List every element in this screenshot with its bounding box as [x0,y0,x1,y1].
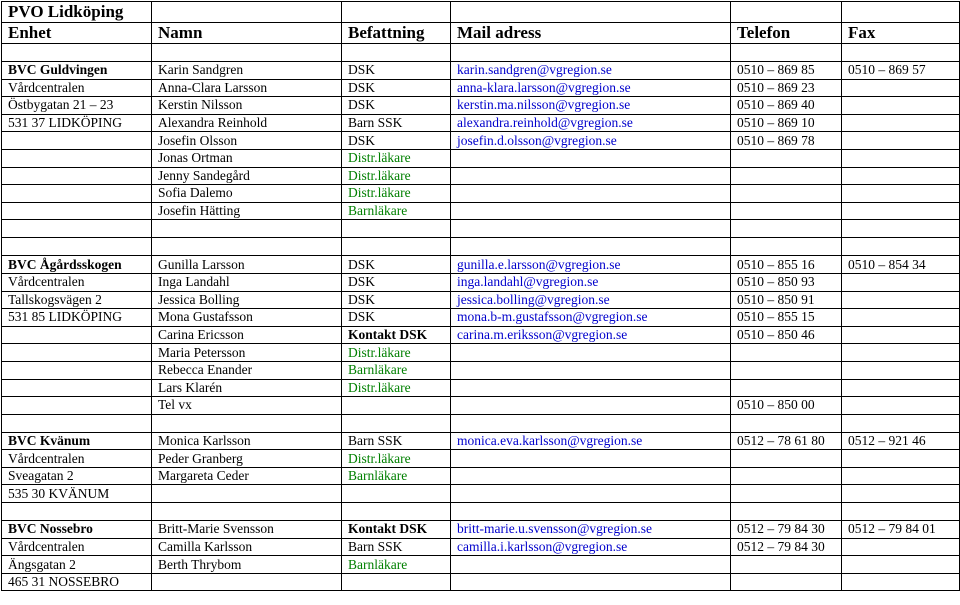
table-row [2,202,960,220]
empty-cell [842,414,960,432]
empty-cell [842,97,960,115]
email-cell: anna-klara.larsson@vgregion.se [451,79,731,97]
empty-cell [842,44,960,62]
fax-cell: 0512 – 921 46 [842,432,960,450]
fax-cell: 0510 – 854 34 [842,256,960,274]
blank-row [2,238,960,256]
table-row [2,291,960,309]
empty-cell [451,556,731,574]
email-cell: carina.m.eriksson@vgregion.se [451,326,731,344]
table-row [2,379,960,397]
name-cell: Josefin Hätting [152,202,342,220]
email-cell: jessica.bolling@vgregion.se [451,291,731,309]
header-row [2,23,960,44]
title-cell: Barn SSK [342,114,451,132]
empty-cell [342,573,451,591]
name-cell: Jessica Bolling [152,291,342,309]
empty-cell [152,238,342,256]
phone-cell: 0510 – 869 78 [731,132,842,150]
email-cell: monica.eva.karlsson@vgregion.se [451,432,731,450]
phone-cell: 0510 – 850 91 [731,291,842,309]
empty-cell [731,149,842,167]
email-cell: karin.sandgren@vgregion.se [451,62,731,80]
name-cell: Rebecca Enander [152,361,342,379]
empty-cell [731,573,842,591]
empty-cell [842,309,960,327]
title-cell: DSK [342,256,451,274]
title-cell: DSK [342,291,451,309]
blank-row [2,220,960,238]
email-cell: gunilla.e.larsson@vgregion.se [451,256,731,274]
empty-cell [152,44,342,62]
title-cell: Kontakt DSK [342,521,451,539]
empty-cell [2,397,152,415]
title-cell: Distr.läkare [342,379,451,397]
name-cell: Alexandra Reinhold [152,114,342,132]
title-cell: Distr.läkare [342,450,451,468]
table-row [2,538,960,556]
empty-cell [152,220,342,238]
column-header-namn: Namn [152,23,342,44]
table-row [2,132,960,150]
empty-cell [842,238,960,256]
empty-cell [152,503,342,521]
title-cell: DSK [342,62,451,80]
empty-cell [451,44,731,62]
title-row [2,2,960,23]
empty-cell [731,344,842,362]
empty-cell [2,185,152,203]
empty-cell [2,361,152,379]
unit-cell: Vårdcentralen [2,273,152,291]
name-cell: Berth Thrybom [152,556,342,574]
email-cell: britt-marie.u.svensson@vgregion.se [451,521,731,539]
title-cell: Barnläkare [342,556,451,574]
contact-table-body [2,2,960,591]
table-row [2,573,960,591]
empty-cell [152,485,342,503]
title-cell: DSK [342,97,451,115]
title-cell: Barn SSK [342,538,451,556]
empty-cell [842,485,960,503]
empty-cell [842,291,960,309]
blank-row [2,44,960,62]
empty-cell [342,485,451,503]
empty-cell [2,326,152,344]
unit-cell: 531 85 LIDKÖPING [2,309,152,327]
empty-cell [152,573,342,591]
empty-cell [842,114,960,132]
column-header-fax: Fax [842,23,960,44]
empty-cell [731,556,842,574]
unit-cell: Tallskogsvägen 2 [2,291,152,309]
empty-cell [451,344,731,362]
name-cell: Carina Ericsson [152,326,342,344]
unit-cell: Vårdcentralen [2,79,152,97]
phone-cell: 0510 – 855 15 [731,309,842,327]
empty-cell [842,503,960,521]
empty-cell [731,185,842,203]
title-cell: DSK [342,273,451,291]
empty-cell [842,538,960,556]
table-row [2,556,960,574]
empty-cell [842,273,960,291]
empty-cell [842,220,960,238]
table-row [2,167,960,185]
empty-cell [451,361,731,379]
unit-cell: Vårdcentralen [2,450,152,468]
phone-cell: 0510 – 869 40 [731,97,842,115]
email-cell: josefin.d.olsson@vgregion.se [451,132,731,150]
phone-cell: 0512 – 79 84 30 [731,521,842,539]
document-title: PVO Lidköping [2,2,152,23]
empty-cell [842,450,960,468]
table-row [2,149,960,167]
name-cell: Sofia Dalemo [152,185,342,203]
unit-cell: Vårdcentralen [2,538,152,556]
phone-cell: 0512 – 78 61 80 [731,432,842,450]
title-cell: Barnläkare [342,467,451,485]
empty-cell [842,556,960,574]
empty-cell [451,2,731,23]
empty-cell [731,220,842,238]
name-cell: Jenny Sandegård [152,167,342,185]
empty-cell [451,573,731,591]
title-cell: DSK [342,79,451,97]
empty-cell [731,450,842,468]
unit-cell: BVC Ågårdsskogen [2,256,152,274]
empty-cell [2,503,152,521]
table-row [2,185,960,203]
column-header-telefon: Telefon [731,23,842,44]
empty-cell [842,132,960,150]
empty-cell [2,167,152,185]
table-row [2,467,960,485]
name-cell: Peder Granberg [152,450,342,468]
phone-cell: 0510 – 855 16 [731,256,842,274]
empty-cell [842,79,960,97]
title-cell: Barnläkare [342,202,451,220]
name-cell: Mona Gustafsson [152,309,342,327]
empty-cell [451,379,731,397]
table-row [2,432,960,450]
empty-cell [342,414,451,432]
empty-cell [451,238,731,256]
title-cell: Distr.läkare [342,167,451,185]
empty-cell [451,149,731,167]
empty-cell [152,2,342,23]
unit-cell: Sveagatan 2 [2,467,152,485]
empty-cell [842,379,960,397]
unit-cell: BVC Nossebro [2,521,152,539]
empty-cell [2,379,152,397]
table-row [2,79,960,97]
column-header-befattning: Befattning [342,23,451,44]
empty-cell [2,149,152,167]
empty-cell [152,414,342,432]
empty-cell [731,361,842,379]
empty-cell [342,44,451,62]
table-row [2,114,960,132]
table-row [2,62,960,80]
column-header-mail: Mail adress [451,23,731,44]
unit-cell: Ängsgatan 2 [2,556,152,574]
empty-cell [731,485,842,503]
empty-cell [731,414,842,432]
fax-cell: 0512 – 79 84 01 [842,521,960,539]
empty-cell [342,2,451,23]
name-cell: Josefin Olsson [152,132,342,150]
table-row [2,309,960,327]
empty-cell [842,397,960,415]
email-cell: kerstin.ma.nilsson@vgregion.se [451,97,731,115]
name-cell: Jonas Ortman [152,149,342,167]
table-row [2,450,960,468]
unit-cell: BVC Guldvingen [2,62,152,80]
empty-cell [842,202,960,220]
empty-cell [2,44,152,62]
title-cell: Barnläkare [342,361,451,379]
empty-cell [842,149,960,167]
phone-cell: 0512 – 79 84 30 [731,538,842,556]
phone-cell: 0510 – 850 00 [731,397,842,415]
empty-cell [2,202,152,220]
title-cell: Distr.läkare [342,149,451,167]
phone-cell: 0510 – 850 93 [731,273,842,291]
empty-cell [2,344,152,362]
empty-cell [842,2,960,23]
title-cell: DSK [342,132,451,150]
empty-cell [451,503,731,521]
name-cell: Gunilla Larsson [152,256,342,274]
empty-cell [2,414,152,432]
table-row [2,326,960,344]
phone-cell: 0510 – 869 23 [731,79,842,97]
empty-cell [731,467,842,485]
unit-cell: BVC Kvänum [2,432,152,450]
empty-cell [451,202,731,220]
empty-cell [842,344,960,362]
table-row [2,256,960,274]
empty-cell [2,132,152,150]
title-cell: DSK [342,309,451,327]
title-cell: Distr.läkare [342,185,451,203]
phone-cell: 0510 – 869 85 [731,62,842,80]
empty-cell [342,238,451,256]
empty-cell [731,167,842,185]
unit-cell: 535 30 KVÄNUM [2,485,152,503]
table-row [2,97,960,115]
title-cell: Barn SSK [342,432,451,450]
name-cell: Kerstin Nilsson [152,97,342,115]
empty-cell [451,185,731,203]
empty-cell [731,379,842,397]
empty-cell [451,397,731,415]
empty-cell [342,503,451,521]
empty-cell [342,397,451,415]
empty-cell [451,450,731,468]
empty-cell [842,167,960,185]
table-row [2,273,960,291]
empty-cell [842,467,960,485]
name-cell: Monica Karlsson [152,432,342,450]
empty-cell [731,44,842,62]
empty-cell [342,220,451,238]
name-cell: Anna-Clara Larsson [152,79,342,97]
empty-cell [2,220,152,238]
phone-cell: 0510 – 850 46 [731,326,842,344]
empty-cell [842,185,960,203]
blank-row [2,503,960,521]
name-cell: Margareta Ceder [152,467,342,485]
name-cell: Britt-Marie Svensson [152,521,342,539]
empty-cell [451,220,731,238]
name-cell: Tel vx [152,397,342,415]
table-row [2,361,960,379]
empty-cell [731,202,842,220]
empty-cell [451,485,731,503]
name-cell: Karin Sandgren [152,62,342,80]
empty-cell [842,361,960,379]
fax-cell: 0510 – 869 57 [842,62,960,80]
empty-cell [842,573,960,591]
empty-cell [451,467,731,485]
unit-cell: 531 37 LIDKÖPING [2,114,152,132]
name-cell: Lars Klarén [152,379,342,397]
table-row [2,344,960,362]
email-cell: camilla.i.karlsson@vgregion.se [451,538,731,556]
unit-cell: Östbygatan 21 – 23 [2,97,152,115]
email-cell: mona.b-m.gustafsson@vgregion.se [451,309,731,327]
empty-cell [731,238,842,256]
phone-cell: 0510 – 869 10 [731,114,842,132]
contact-table [1,1,960,591]
table-row [2,397,960,415]
empty-cell [731,503,842,521]
name-cell: Camilla Karlsson [152,538,342,556]
empty-cell [2,238,152,256]
empty-cell [731,2,842,23]
title-cell: Distr.läkare [342,344,451,362]
table-row [2,485,960,503]
blank-row [2,414,960,432]
table-row [2,521,960,539]
empty-cell [451,167,731,185]
name-cell: Maria Petersson [152,344,342,362]
name-cell: Inga Landahl [152,273,342,291]
unit-cell: 465 31 NOSSEBRO [2,573,152,591]
email-cell: inga.landahl@vgregion.se [451,273,731,291]
column-header-enhet: Enhet [2,23,152,44]
empty-cell [842,326,960,344]
title-cell: Kontakt DSK [342,326,451,344]
email-cell: alexandra.reinhold@vgregion.se [451,114,731,132]
empty-cell [451,414,731,432]
